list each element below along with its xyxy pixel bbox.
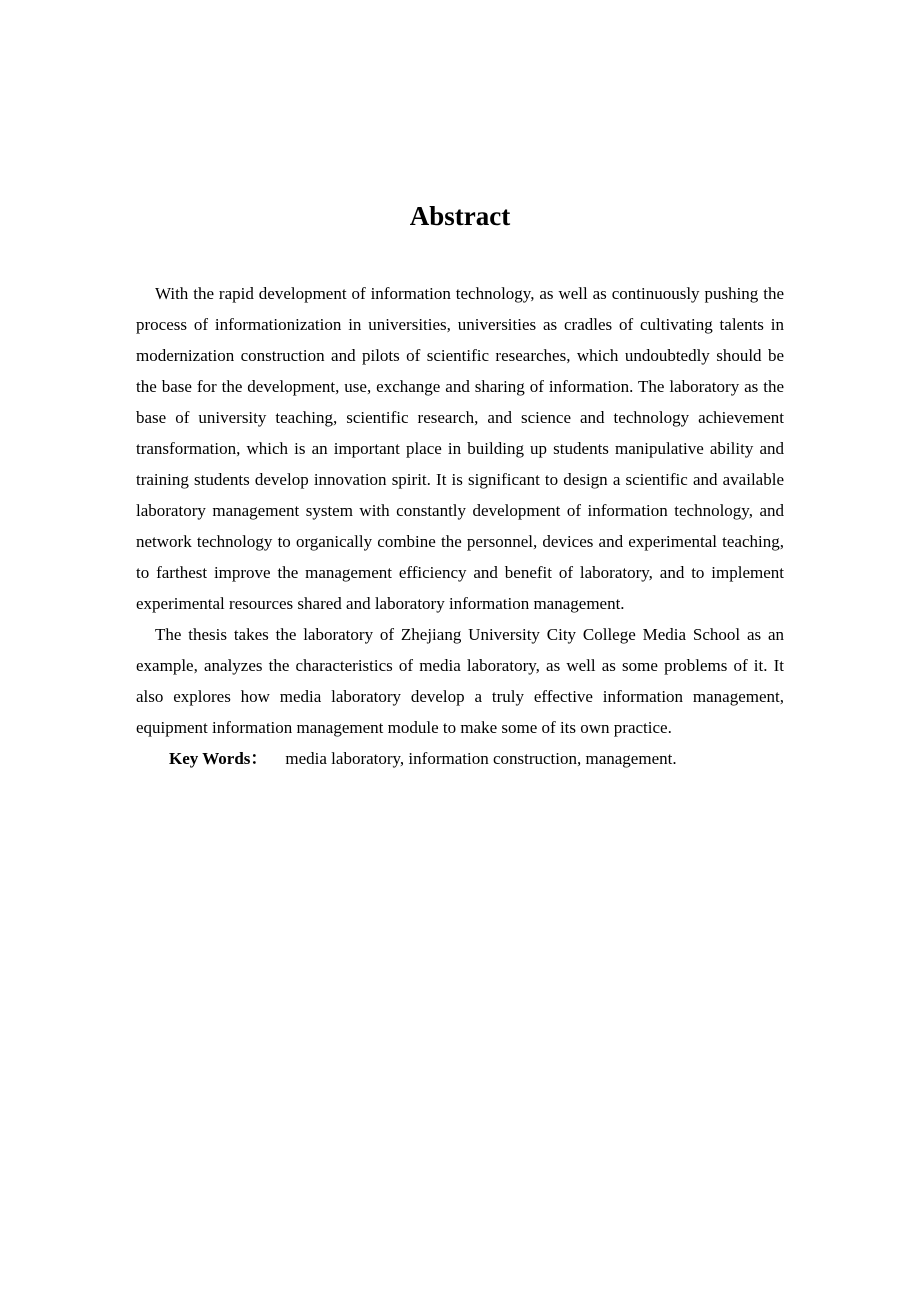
page-title: Abstract	[409, 201, 511, 231]
keywords-value: media laboratory, information construction, management.	[285, 749, 677, 768]
keywords-label: Key Words：	[169, 749, 268, 768]
abstract-paragraph-1: With the rapid development of information technology, as well as continuously pushing the process of informationization in universities, universities as cradles of cultivating talents in modernization construction and pilots of scientific researches, which undoubtedly should be the base for the development, use, exchange and sharing of information. The laboratory as the base of university teaching, scientific research, and science and technology achievement transformation, which is an important place in building up students manipulative ability and training students develop innovation spirit. It is significant to design a scientific and available laboratory management system with constantly development of information technology, and network technology to organically combine the personnel, devices and experimental teaching, to farthest improve the management efficiency and benefit of laboratory, and to implement experimental resources shared and laboratory information management.	[136, 284, 784, 613]
abstract-body	[136, 278, 784, 774]
keywords-line	[136, 743, 784, 774]
abstract-paragraph-2: The thesis takes the laboratory of Zhejiang University City College Media School as an example, analyzes the characteristics of media laboratory, as well as some problems of it. It also explores how media laboratory develop a truly effective information management, equipment information management module to make some of its own practice.	[136, 625, 784, 737]
